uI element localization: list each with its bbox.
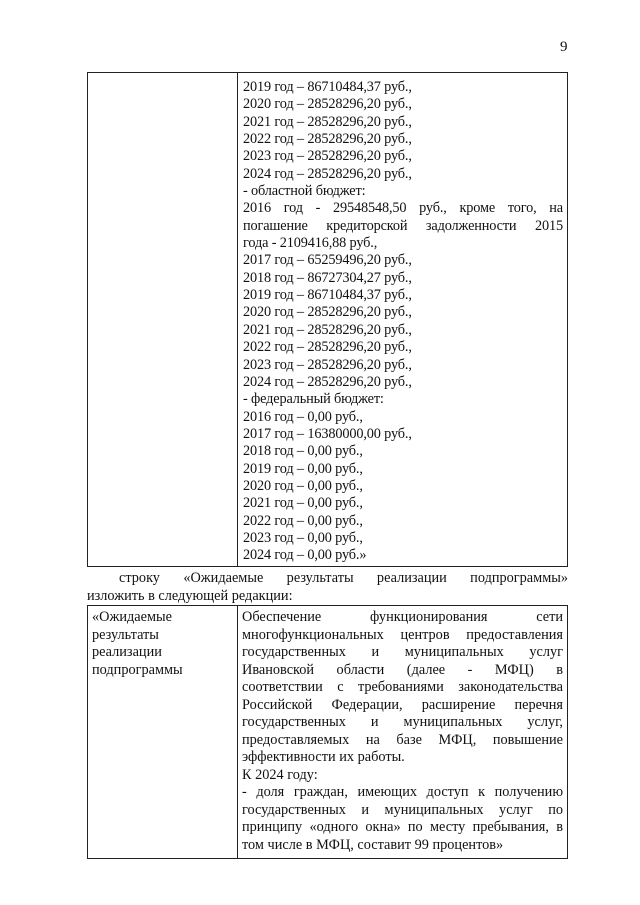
column-divider [237, 73, 238, 566]
content-line: Российской Федерации, расширение перечня [242, 696, 563, 713]
budget-line: 2024 год – 0,00 руб.» [243, 547, 367, 564]
budget-line: 2022 год – 28528296,20 руб., [243, 131, 412, 148]
budget-line: года - 2109416,88 руб., [243, 235, 378, 252]
budget-cell [243, 79, 567, 565]
results-table [87, 605, 568, 859]
budget-line: 2024 год – 28528296,20 руб., [243, 373, 412, 390]
content-line: соответствии с требованиями законодательства [242, 679, 563, 695]
budget-line: 2018 год – 86727304,27 руб., [243, 269, 412, 286]
content-line: государственных и муниципальных услуг [242, 644, 563, 660]
budget-line: 2019 год – 86710484,37 руб., [243, 287, 412, 304]
instruction-line: изложить в следующей редакции: [87, 587, 293, 604]
budget-line: 2020 год – 0,00 руб., [243, 477, 363, 494]
budget-line: 2023 год – 28528296,20 руб., [243, 148, 412, 165]
budget-line: 2016 год - 29548548,50 руб., кроме того, на [243, 200, 563, 217]
row-label-line: результаты [92, 626, 159, 643]
row-label-line: «Ожидаемые [92, 609, 172, 625]
content-line: принципу «одного окна» по месту пребывания, в [242, 819, 563, 835]
budget-line: 2022 год – 0,00 руб., [243, 512, 363, 529]
instruction-paragraph [87, 570, 568, 605]
budget-line: 2022 год – 28528296,20 руб., [243, 339, 412, 356]
budget-section-heading: - областной бюджет: [243, 183, 366, 200]
instruction-line: строку «Ожидаемые результаты реализации подпрограммы» [119, 570, 568, 586]
budget-line: 2021 год – 28528296,20 руб., [243, 321, 412, 338]
budget-line: 2017 год – 16380000,00 руб., [243, 425, 412, 442]
content-line: многофункциональных центров предоставления [242, 626, 563, 643]
budget-line: 2018 год – 0,00 руб., [243, 443, 363, 460]
budget-line: 2017 год – 65259496,20 руб., [243, 252, 412, 269]
content-line: государственных и муниципальных услуг по [242, 801, 563, 818]
budget-line: 2023 год – 28528296,20 руб., [243, 356, 412, 373]
content-line: К 2024 году: [242, 766, 318, 783]
content-line: государственных и муниципальных услуг, [242, 714, 563, 730]
column-divider [237, 606, 238, 858]
budget-table [87, 72, 568, 567]
row-content-cell [242, 609, 567, 854]
budget-section-heading: - федеральный бюджет: [243, 391, 384, 408]
budget-line: погашение кредиторской задолженности 2015 [243, 217, 563, 234]
budget-line: 2016 год – 0,00 руб., [243, 408, 363, 425]
budget-line: 2020 год – 28528296,20 руб., [243, 96, 412, 113]
budget-line: 2024 год – 28528296,20 руб., [243, 165, 412, 182]
page-number: 9 [560, 39, 568, 55]
budget-line: 2020 год – 28528296,20 руб., [243, 304, 412, 321]
content-line: - доля граждан, имеющих доступ к получению [242, 784, 563, 800]
budget-line: 2021 год – 0,00 руб., [243, 495, 363, 512]
content-line: Обеспечение функционирования сети [242, 609, 563, 625]
row-label-cell [92, 609, 232, 679]
row-label-line: реализации [92, 644, 162, 660]
budget-line: 2023 год – 0,00 руб., [243, 529, 363, 546]
row-label-line: подпрограммы [92, 661, 183, 678]
content-line: предоставляемых на базе МФЦ, повышение [242, 731, 563, 748]
budget-line: 2021 год – 28528296,20 руб., [243, 113, 412, 130]
content-line: эффективности их работы. [242, 749, 405, 765]
budget-line: 2019 год – 0,00 руб., [243, 460, 363, 477]
budget-line: 2019 год – 86710484,37 руб., [243, 79, 412, 95]
content-line: Ивановской области (далее - МФЦ) в [242, 661, 563, 678]
content-line: том числе в МФЦ, составит 99 процентов» [242, 836, 504, 853]
